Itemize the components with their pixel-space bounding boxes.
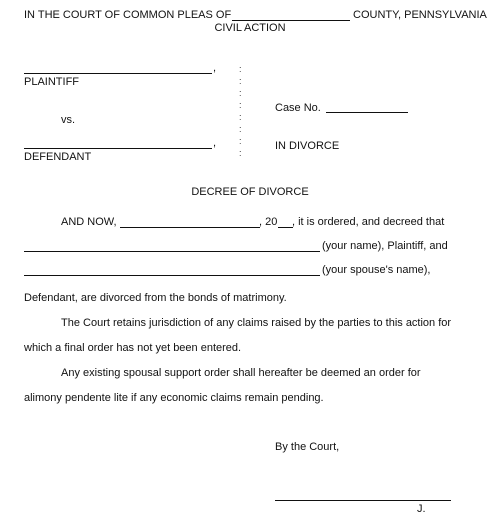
judge-signature-line[interactable] bbox=[275, 500, 451, 501]
versus-label: vs. bbox=[61, 114, 76, 126]
and-now-label: AND NOW, bbox=[61, 216, 117, 228]
court-header bbox=[24, 9, 231, 22]
jurisdiction-line-2: which a final order has not yet been entered. bbox=[24, 342, 242, 354]
year-prefix: , 20 bbox=[259, 216, 278, 228]
divorced-sentence: Defendant, are divorced from the bonds of matrimony. bbox=[24, 292, 287, 304]
county-suffix: COUNTY, PENNSYLVANIA bbox=[353, 9, 487, 21]
plaintiff-name-line bbox=[24, 73, 212, 74]
judge-suffix: J. bbox=[417, 503, 426, 515]
support-line-1: Any existing spousal support order shall hereafter be deemed an order for bbox=[61, 367, 421, 379]
plaintiff-name-blank[interactable] bbox=[24, 251, 320, 252]
case-number-blank[interactable] bbox=[326, 112, 408, 113]
in-divorce-label: IN DIVORCE bbox=[275, 140, 340, 152]
jurisdiction-line-1: The Court retains jurisdiction of any claims raised by the parties to this action for bbox=[61, 317, 452, 329]
spouse-name-blank[interactable] bbox=[24, 275, 320, 276]
defendant-comma: , bbox=[213, 137, 217, 149]
your-name-label: (your name), Plaintiff, and bbox=[322, 240, 448, 252]
ordered-text: , it is ordered, and decreed that bbox=[292, 216, 445, 228]
county-blank bbox=[232, 20, 350, 21]
case-number-label: Case No. bbox=[275, 102, 321, 114]
support-line-2: alimony pendente lite if any economic claims remain pending. bbox=[24, 392, 324, 404]
spouse-name-label: (your spouse's name), bbox=[322, 264, 431, 276]
plaintiff-label: PLAINTIFF bbox=[24, 76, 80, 88]
date-blank[interactable] bbox=[120, 227, 260, 228]
court-prefix: IN THE COURT OF COMMON PLEAS OF bbox=[24, 9, 232, 21]
defendant-label: DEFENDANT bbox=[24, 151, 92, 163]
decree-title: DECREE OF DIVORCE bbox=[191, 186, 309, 198]
year-blank[interactable] bbox=[278, 227, 293, 228]
plaintiff-comma: , bbox=[213, 62, 217, 74]
by-the-court-label: By the Court, bbox=[275, 441, 340, 453]
civil-action-label: CIVIL ACTION bbox=[214, 22, 286, 34]
defendant-name-line bbox=[24, 148, 212, 149]
